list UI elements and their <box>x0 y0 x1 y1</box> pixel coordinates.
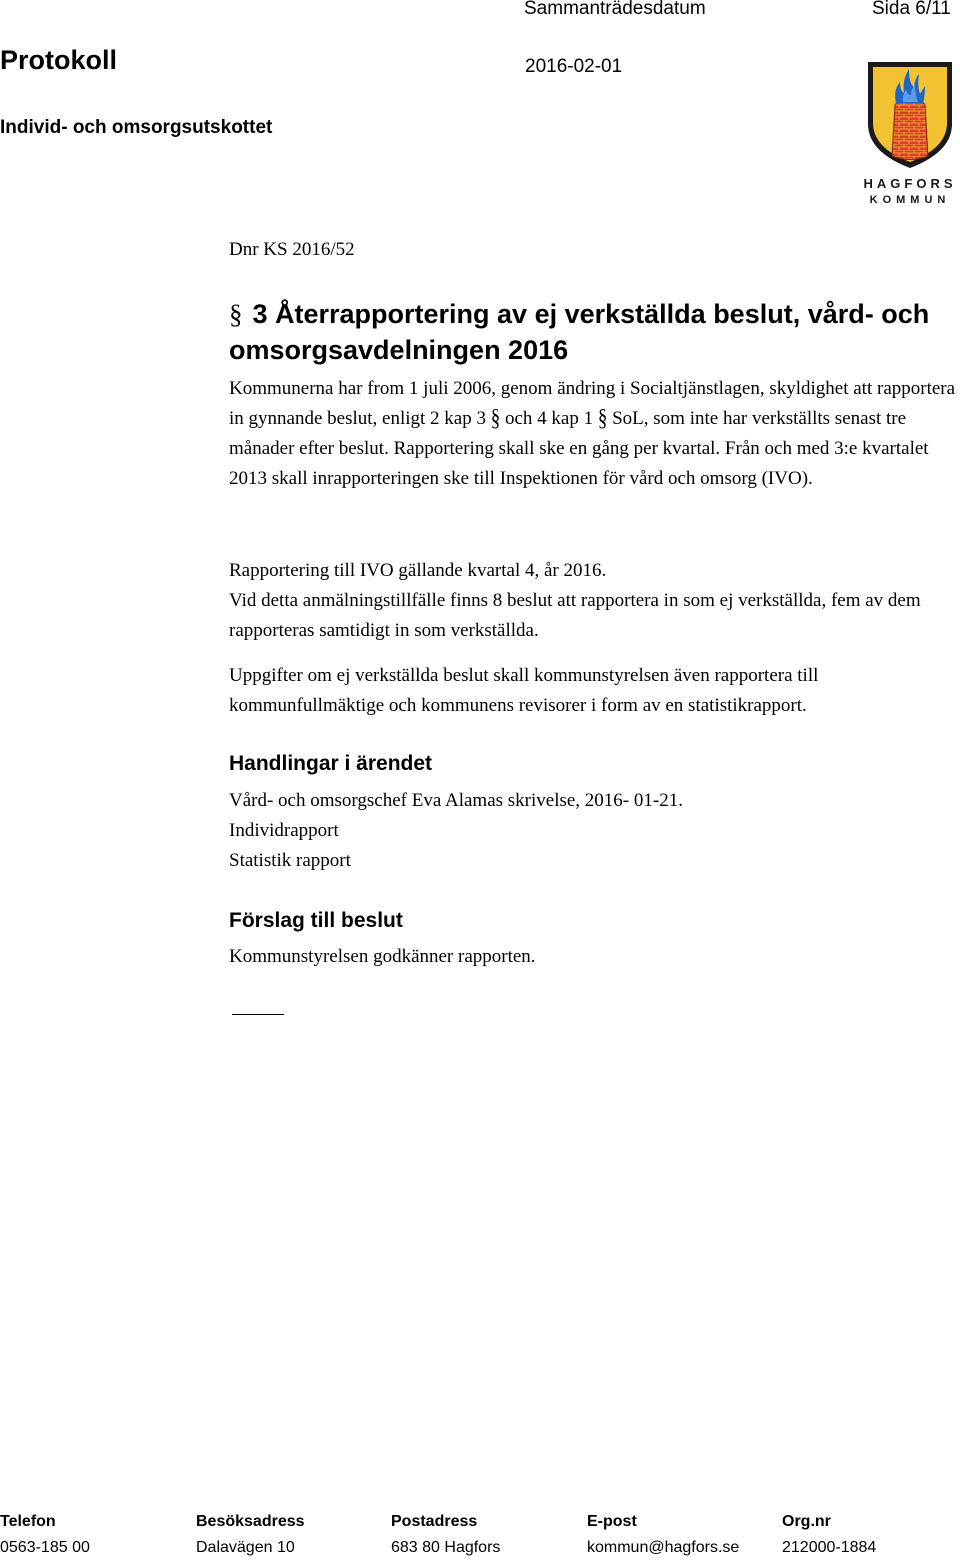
document-title: Protokoll <box>0 45 118 75</box>
section-symbol: § <box>597 405 608 432</box>
paragraph-text: och 4 kap 1 <box>500 408 598 429</box>
proposal-text: Kommunstyrelsen godkänner rapporten. <box>229 946 536 967</box>
footer-org-number: 212000-1884 <box>782 1539 877 1556</box>
page-number: Sida 6/11 <box>872 0 951 19</box>
footer-visit-address: Dalavägen 10 <box>196 1539 295 1556</box>
diary-number: Dnr KS 2016/52 <box>229 239 355 260</box>
paragraph-mark: § <box>229 299 243 329</box>
end-rule <box>232 1014 284 1015</box>
reporting-details: Vid detta anmälningstillfälle finns 8 beslut att rapportera in som ej verkställda, fem av dem rapporteras samtidigt in som verkställda. <box>229 590 921 641</box>
document-item: Individrapport <box>229 820 339 841</box>
hagfors-kommun-logo <box>862 60 960 206</box>
document-item: Vård- och omsorgschef Eva Alamas skrivelse, 2016- 01-21. <box>229 790 683 811</box>
section-heading-text: 3 Återrapportering av ej verkställda beslut, vård- och omsorgsavdelningen 2016 <box>229 299 930 365</box>
footer-label-org-number: Org.nr <box>782 1513 831 1530</box>
committee-name: Individ- och omsorgsutskottet <box>0 117 273 138</box>
reporting-period-line: Rapportering till IVO gällande kvartal 4, år 2016. <box>229 560 607 581</box>
proposal-heading: Förslag till beslut <box>229 909 403 932</box>
section-heading <box>229 296 957 368</box>
meeting-date: 2016-02-01 <box>525 56 623 77</box>
paragraph-text: SoL, som inte har verkställts senast tre månader efter beslut. Rapportering skall ske en gång per kvartal. Från och med 3:e kvartalet 2013 skall inrapporteringen ske till Inspektionen för vård och omsorg (IVO). <box>229 408 929 489</box>
footer-label-email: E-post <box>587 1513 637 1530</box>
paragraph-background <box>229 374 957 494</box>
paragraph-reporting <box>229 556 957 646</box>
footer-phone: 0563-185 00 <box>0 1539 90 1556</box>
paragraph-text: Kommunerna har from 1 juli 2006, genom ändring i Socialtjänstlagen, skyldighet att rapportera in gynnande beslut, enligt 2 kap 3 <box>229 378 956 429</box>
footer-postal-address: 683 80 Hagfors <box>391 1539 501 1556</box>
document-item: Statistik rapport <box>229 850 351 871</box>
logo-line2: KOMMUN <box>869 194 951 206</box>
paragraph-statistics: Uppgifter om ej verkställda beslut skall kommunstyrelsen även rapportera till kommunfullmäktige och kommunens revisorer i form av en statistikrapport. <box>229 665 819 716</box>
footer-label-visit-address: Besöksadress <box>196 1513 305 1530</box>
coat-of-arms-icon <box>862 60 960 206</box>
section-symbol: § <box>490 405 501 432</box>
footer-email: kommun@hagfors.se <box>587 1539 740 1556</box>
documents-heading: Handlingar i ärendet <box>229 752 433 775</box>
footer-label-postal-address: Postadress <box>391 1513 478 1530</box>
footer-label-phone: Telefon <box>0 1513 56 1530</box>
meeting-date-label: Sammanträdesdatum <box>524 0 706 19</box>
logo-line1: HAGFORS <box>863 176 957 191</box>
